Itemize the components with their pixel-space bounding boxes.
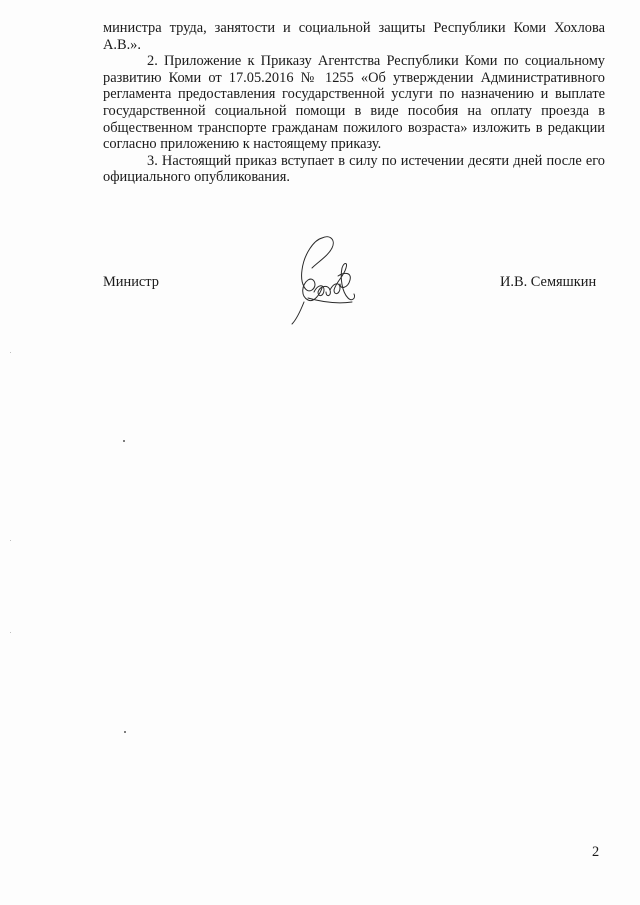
scan-speck (124, 731, 126, 733)
paragraph-continuation: министра труда, занятости и социальной защиты Республики Коми Хохлова А.В.». (103, 20, 605, 53)
scan-speck (10, 632, 11, 633)
signatory-name: И.В. Семяшкин (500, 274, 597, 290)
scan-speck (10, 352, 11, 353)
scan-speck (10, 540, 11, 541)
signatory-role: Министр (103, 274, 159, 290)
paragraph-item-3: 3. Настоящий приказ вступает в силу по истечении десяти дней после его официального опубликования. (103, 152, 605, 186)
scan-speck (123, 440, 125, 442)
page-number: 2 (592, 844, 600, 860)
handwritten-signature (278, 232, 368, 328)
paragraph-item-2: 2. Приложение к Приказу Агентства Республики Коми по социальному развитию Коми от 17.05.2016 № 1255 «Об утверждении Административного регламента предоставления государственной услуги по назначению и выплате государственной социальной помощи в виде пособия на оплату проезда в общественном транспорте гражданам пожилого возраста» изложить в редакции согласно приложению к настоящему приказу. (103, 53, 605, 153)
document-body (103, 20, 605, 186)
